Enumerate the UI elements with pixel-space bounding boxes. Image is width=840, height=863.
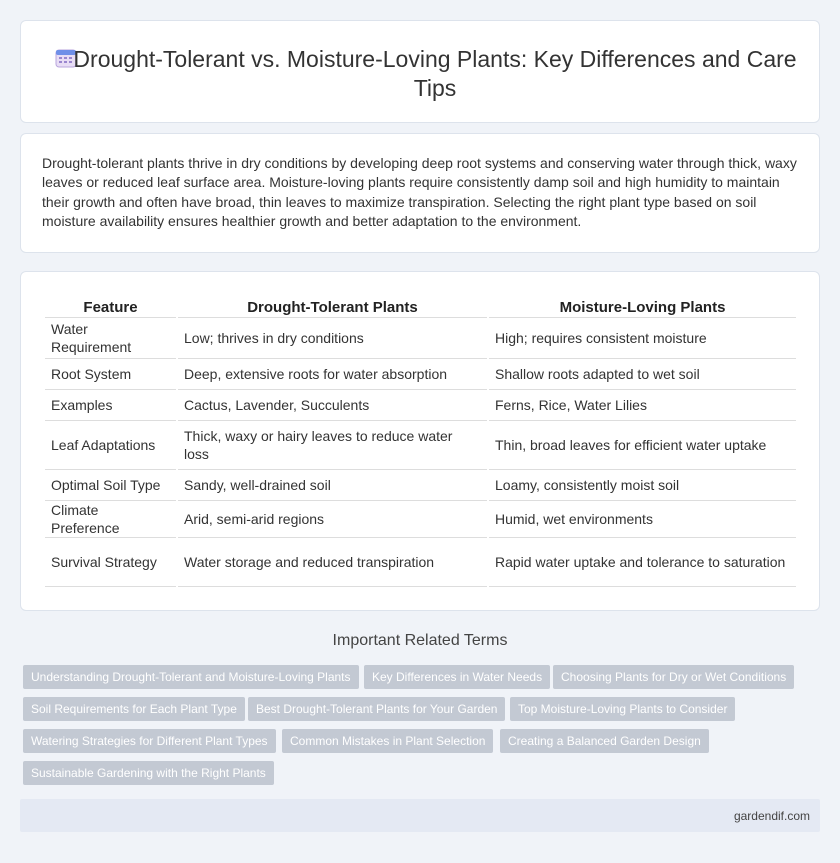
comparison-table bbox=[43, 294, 798, 587]
page-title: Drought-Tolerant vs. Moisture-Loving Plants: Key Differences and Care Tips bbox=[73, 46, 797, 101]
table-cell: Rapid water uptake and tolerance to saturation bbox=[489, 538, 796, 587]
table-cell: Leaf Adaptations bbox=[45, 421, 176, 470]
comparison-table-card bbox=[20, 271, 820, 611]
table-cell: Examples bbox=[45, 390, 176, 421]
table-row bbox=[45, 359, 796, 390]
column-header-drought-tolerant: Drought-Tolerant Plants bbox=[178, 294, 487, 318]
table-header-row bbox=[45, 294, 796, 318]
table-cell: Deep, extensive roots for water absorption bbox=[178, 359, 487, 390]
table-cell: Climate Preference bbox=[45, 501, 176, 538]
column-header-feature: Feature bbox=[45, 294, 176, 318]
related-term-tag[interactable]: Sustainable Gardening with the Right Plants bbox=[23, 761, 274, 785]
related-term-tag[interactable]: Common Mistakes in Plant Selection bbox=[282, 729, 493, 753]
table-row bbox=[45, 501, 796, 538]
related-term-tag[interactable]: Understanding Drought-Tolerant and Moisture-Loving Plants bbox=[23, 665, 359, 689]
table-cell: High; requires consistent moisture bbox=[489, 318, 796, 359]
table-cell: Survival Strategy bbox=[45, 538, 176, 587]
related-term-tag[interactable]: Key Differences in Water Needs bbox=[364, 665, 550, 689]
table-cell: Low; thrives in dry conditions bbox=[178, 318, 487, 359]
table-row bbox=[45, 538, 796, 587]
intro-card bbox=[20, 133, 820, 253]
table-cell: Root System bbox=[45, 359, 176, 390]
table-cell: Thick, waxy or hairy leaves to reduce water loss bbox=[178, 421, 487, 470]
footer bbox=[20, 799, 820, 832]
table-cell: Arid, semi-arid regions bbox=[178, 501, 487, 538]
table-row bbox=[45, 390, 796, 421]
related-term-tag[interactable]: Soil Requirements for Each Plant Type bbox=[23, 697, 245, 721]
table-cell: Cactus, Lavender, Succulents bbox=[178, 390, 487, 421]
table-cell: Thin, broad leaves for efficient water uptake bbox=[489, 421, 796, 470]
table-cell: Humid, wet environments bbox=[489, 501, 796, 538]
table-cell: Water Requirement bbox=[45, 318, 176, 359]
footer-site-name[interactable]: gardendif.com bbox=[733, 809, 810, 823]
table-row bbox=[45, 421, 796, 470]
related-term-tag[interactable]: Choosing Plants for Dry or Wet Conditions bbox=[553, 665, 794, 689]
table-cell: Ferns, Rice, Water Lilies bbox=[489, 390, 796, 421]
table-cell: Optimal Soil Type bbox=[45, 470, 176, 501]
table-cell: Loamy, consistently moist soil bbox=[489, 470, 796, 501]
related-term-tag[interactable]: Top Moisture-Loving Plants to Consider bbox=[510, 697, 735, 721]
table-row bbox=[45, 470, 796, 501]
related-term-tag[interactable]: Creating a Balanced Garden Design bbox=[500, 729, 709, 753]
table-cell: Shallow roots adapted to wet soil bbox=[489, 359, 796, 390]
intro-paragraph: Drought-tolerant plants thrive in dry conditions by developing deep root systems and conserving water through thick, waxy leaves or reduced leaf surface area. Moisture-loving plants require consistently damp soil and high humidity to maintain their growth and often have broad, thin leaves to maximize transpiration. Selecting the right plant type based on soil moisture availability ensures healthier growth and better adaptation to the environment. bbox=[42, 155, 797, 229]
header-card bbox=[20, 20, 820, 123]
related-term-tag[interactable]: Watering Strategies for Different Plant Types bbox=[23, 729, 276, 753]
related-term-tag[interactable]: Best Drought-Tolerant Plants for Your Garden bbox=[248, 697, 505, 721]
table-cell: Sandy, well-drained soil bbox=[178, 470, 487, 501]
related-terms-heading: Important Related Terms bbox=[332, 632, 508, 649]
table-row bbox=[45, 318, 796, 359]
table-cell: Water storage and reduced transpiration bbox=[178, 538, 487, 587]
column-header-moisture-loving: Moisture-Loving Plants bbox=[489, 294, 796, 318]
